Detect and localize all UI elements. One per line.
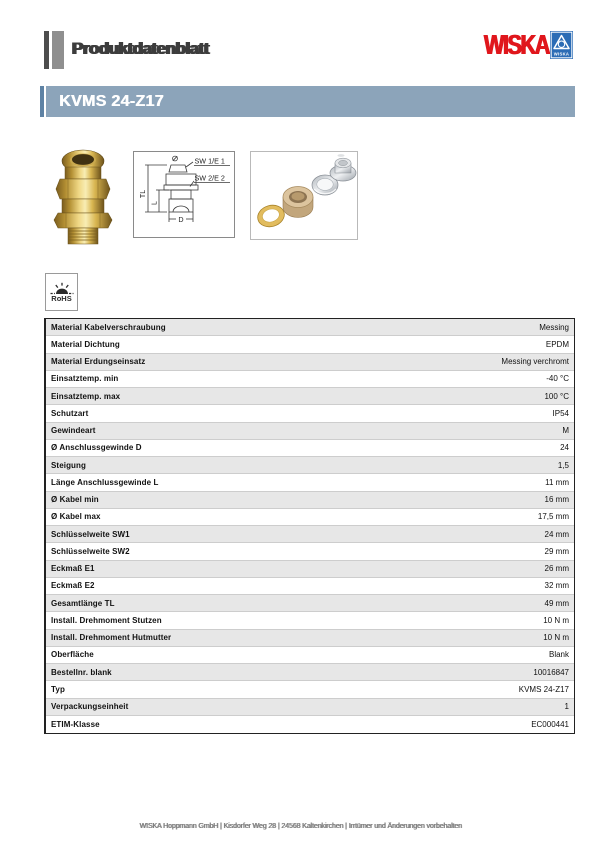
table-row (46, 509, 574, 526)
spec-label: Ø Anschlussgewinde D (51, 443, 142, 453)
spec-value: EPDM (545, 339, 569, 349)
spec-value: 26 mm (544, 564, 569, 574)
product-photo (52, 146, 114, 248)
spec-value: 10 N m (543, 633, 569, 643)
spec-label: Gesamtlänge TL (51, 598, 115, 608)
table-row (46, 388, 574, 405)
table-row (46, 354, 574, 371)
spec-value: 17,5 mm (537, 512, 569, 522)
spec-value: IP54 (552, 408, 569, 418)
table-row (46, 664, 574, 681)
wiska-logo-icon (550, 31, 573, 59)
spec-label: Ø Kabel max (51, 512, 101, 522)
drawing-label-tl: TL (140, 189, 147, 199)
spec-label: Oberfläche (51, 650, 94, 660)
header-accent-bar-light (52, 31, 64, 69)
table-row (46, 647, 574, 664)
table-row (46, 578, 574, 595)
drawing-label-l: L (151, 201, 159, 205)
spec-label: Material Kabelverschraubung (51, 322, 166, 332)
spec-label: Gewindeart (51, 426, 96, 436)
table-row (46, 630, 574, 647)
spec-label: Schlüsselweite SW1 (51, 529, 130, 539)
svg-text:WISKA: WISKA (553, 51, 570, 57)
wiska-wordmark: WISKA (483, 29, 548, 60)
table-row (46, 423, 574, 440)
spec-value: Messing (539, 322, 569, 332)
spec-label: Schutzart (51, 408, 89, 418)
spec-label: Install. Drehmoment Stutzen (51, 615, 162, 625)
spec-label: Eckmaß E2 (51, 581, 95, 591)
spec-value: 10016847 (533, 667, 569, 677)
dimension-drawing (133, 151, 235, 238)
spec-value: EC000441 (531, 719, 569, 729)
drawing-label-sw2: SW 2/E 2 (194, 173, 225, 183)
spec-value: 11 mm (545, 477, 569, 487)
product-name: KVMS 24-Z17 (59, 92, 164, 110)
spec-value: 32 mm (544, 581, 569, 591)
table-row (46, 612, 574, 629)
table-row (46, 440, 574, 457)
spec-label: Typ (51, 684, 65, 694)
spec-label: Einsatztemp. min (51, 374, 119, 384)
exploded-view-photo (250, 151, 358, 240)
spec-value: 24 mm (544, 529, 569, 539)
spec-label: Material Dichtung (51, 339, 120, 349)
spec-label: Ø Kabel min (51, 495, 99, 505)
table-row (46, 492, 574, 509)
table-row (46, 371, 574, 388)
document-title: Produktdatenblatt (71, 39, 208, 58)
spec-value: KVMS 24-Z17 (518, 684, 569, 694)
banner-accent-bar (40, 86, 44, 117)
spec-label: Länge Anschlussgewinde L (51, 477, 159, 487)
spec-value: 1 (564, 702, 569, 712)
spec-label: Eckmaß E1 (51, 564, 95, 574)
spec-value: 16 mm (544, 495, 569, 505)
spec-value: M (562, 426, 569, 436)
header-accent-bar-dark (44, 31, 49, 69)
table-row (46, 336, 574, 353)
spec-value: 100 °C (544, 391, 569, 401)
spec-label: Install. Drehmoment Hutmutter (51, 633, 172, 643)
rohs-badge (45, 273, 78, 311)
table-row (46, 457, 574, 474)
table-row (46, 526, 574, 543)
spec-label: Verpackungseinheit (51, 702, 129, 712)
table-row (46, 474, 574, 491)
table-row (46, 699, 574, 716)
product-banner (46, 86, 575, 117)
spec-label: Schlüsselweite SW2 (51, 546, 130, 556)
spec-label: Material Erdungseinsatz (51, 357, 146, 367)
table-row (46, 681, 574, 698)
spec-value: 29 mm (544, 546, 569, 556)
spec-value: -40 °C (546, 374, 569, 384)
table-row (46, 561, 574, 578)
spec-table (44, 318, 575, 734)
table-row (46, 716, 574, 733)
table-row (46, 595, 574, 612)
spec-label: ETIM-Klasse (51, 719, 100, 729)
spec-value: 49 mm (544, 598, 569, 608)
spec-value: 1,5 (557, 460, 569, 470)
rohs-label: RoHS (51, 293, 72, 303)
spec-label: Bestellnr. blank (51, 667, 112, 677)
table-row (46, 319, 574, 336)
spec-label: Steigung (51, 460, 87, 470)
drawing-label-sw1: SW 1/E 1 (194, 156, 225, 166)
spec-value: Blank (548, 650, 569, 660)
spec-label: Einsatztemp. max (51, 391, 121, 401)
spec-value: 10 N m (543, 615, 569, 625)
drawing-label-d: D (178, 215, 184, 224)
table-row (46, 405, 574, 422)
spec-value: 24 (560, 443, 569, 453)
table-row (46, 543, 574, 560)
spec-value: Messing verchromt (501, 357, 569, 367)
footer-text: WISKA Hoppmann GmbH | Kisdorfer Weg 28 | 24568 Kaltenkirchen | Irrtümer und Änderungen vorbehalten (139, 823, 462, 830)
